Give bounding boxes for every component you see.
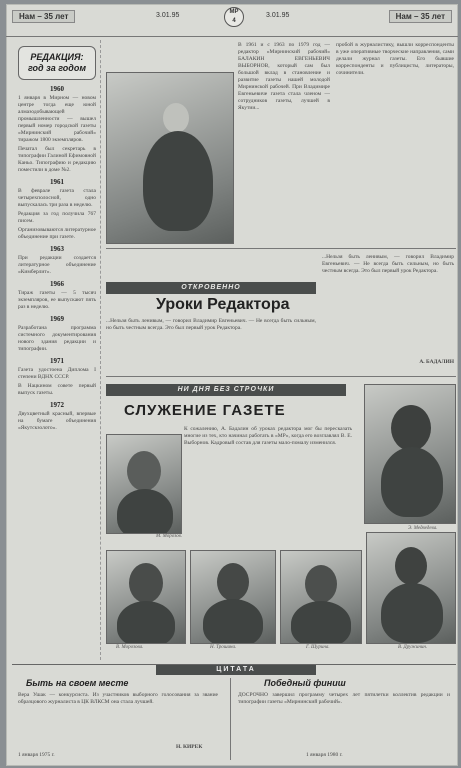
- chronology-entry: Редакция за год получила 767 писем.: [18, 211, 96, 224]
- portrait-photo: [106, 434, 182, 534]
- newspaper-logo-icon: [224, 7, 244, 27]
- chronology-entry: В Нацкином совете первый выпуск газеты.: [18, 383, 96, 396]
- portrait-head-shape: [217, 563, 249, 601]
- portrait-head-shape: [129, 563, 163, 603]
- chronology-entry: Газета удостоена Диплома I степени ВДНХ СССР.: [18, 367, 96, 380]
- chronology-entry: 1 января в Мирном — новом центре тогда еще юной алмазодобывающей промышленности — вышел первый номер городской газеты «Мирнинский рабочий» тиражом 1800 экземпляров.: [18, 95, 96, 143]
- citata-left-title: Быть на своем месте: [26, 678, 129, 688]
- editor-photo: [106, 72, 234, 244]
- chronology-column: [12, 40, 101, 660]
- portrait-photo: [280, 550, 362, 644]
- portrait-head-shape: [391, 405, 431, 451]
- chronology-entry: В феврале газета стала четырехполосной, одно выпускалась три раза в неделю.: [18, 188, 96, 208]
- photo-caption: В. Морозова.: [116, 645, 144, 650]
- portrait-body-shape: [117, 489, 173, 534]
- year-label: 1960: [50, 85, 64, 93]
- date-left: 3.01.95: [156, 12, 180, 19]
- chronology-entry: Двухцветный красный, впервые на бумаге объединения «Якутскзолото».: [18, 411, 96, 431]
- photo-caption: Г. Шурина.: [306, 645, 330, 650]
- portrait-body-shape: [117, 601, 175, 644]
- year-label: 1961: [50, 178, 64, 186]
- photo-caption: Н. Трошина.: [210, 645, 237, 650]
- citata-band: ЦИТАТА: [156, 665, 316, 675]
- editor-body-shape: [143, 131, 213, 231]
- portrait-photo: [364, 384, 456, 524]
- uroki-headline: Уроки Редактора: [156, 296, 290, 313]
- rubric-title-1: РЕДАКЦИЯ:: [30, 52, 84, 62]
- uroki-author: А. БАДАЛИН: [419, 359, 454, 365]
- rubric-title-2: год за годом: [27, 63, 87, 73]
- portrait-body-shape: [381, 447, 443, 517]
- newspaper-page: [6, 4, 458, 766]
- uroki-band: ОТКРОВЕННО: [106, 282, 316, 294]
- chronology-entry: Организовываются литературное объединение при газете.: [18, 227, 96, 240]
- logo-top-text: МР: [229, 9, 239, 15]
- uroki-body: ...Нельзя быть ленивым, — говорил Владимир Евгеньевич. — Не всегда быть сильным, но быть честным всегда. Это был первый урок Редактора.: [106, 318, 316, 331]
- portrait-head-shape: [127, 451, 161, 491]
- uroki-side-text: ...Нельзя быть ленивым, — говорил Владимир Евгеньевич. — Не всегда быть сильным, но быть честным всегда. Это был первый урок Редактора.: [322, 254, 454, 274]
- chronology-entry: Разработана программа системного документирования нового здания редакции и типографии.: [18, 325, 96, 352]
- portrait-photo: [106, 550, 186, 644]
- year-label: 1969: [50, 315, 64, 323]
- photo-caption: В. Дружинин.: [398, 645, 428, 650]
- chronology-entry: При редакции создается литературное объединение «Кимберлит».: [18, 255, 96, 275]
- photo-caption: Э. Медведева.: [408, 526, 438, 531]
- chronology-list: [12, 86, 100, 432]
- citata-left-body: Вера Ушак — конкурсиста. Из участников выборного голосования за звание образцового журналиста в ЦК ВЛКСМ она стала лучшей.: [18, 692, 218, 705]
- divider: [230, 678, 231, 760]
- runner-right: Нам – 35 лет: [389, 10, 452, 23]
- citata-left-sign: Н. КИРЕК: [176, 744, 203, 750]
- divider: [106, 376, 456, 377]
- year-label: 1966: [50, 280, 64, 288]
- chronology-rubric: [18, 46, 96, 80]
- divider: [106, 248, 456, 249]
- photo-caption: М. Морозов.: [156, 534, 182, 539]
- date-right: 3.01.95: [266, 12, 290, 19]
- portrait-head-shape: [305, 565, 337, 603]
- top-article-col3: пробой в журналистику, вышли корреспонденты в уже оперативные творческие направления, сами делали журнал газеты. Его бывшие корреспонденты и публицисты, литераторы, сочинители.: [336, 42, 454, 76]
- chronology-entry: Печатал был секретарь в типографии Галиной Ефимовной Каньо. Типографию и редакцию поместили в доме №2.: [18, 146, 96, 173]
- citata-right-body: ДОСРОЧНО завершил программу четырех лет пятилетки коллектив редакции и типографии газеты «Мирнинский рабочий».: [238, 692, 450, 705]
- service-body: К сожалению, А. Бадалин об уроках редактора мог бы пересказать многие из тех, кто начинал работать в «МР», когда его возглавлял В. Е. Выборнов. Кадровый состав для газеты мало-помалу изменился.: [184, 426, 352, 446]
- year-label: 1963: [50, 245, 64, 253]
- portrait-photo: [366, 532, 456, 644]
- logo-num-text: 4: [232, 18, 236, 24]
- citata-left-date: 1 января 1975 г.: [18, 752, 55, 758]
- year-label: 1972: [50, 401, 64, 409]
- chronology-entry: Тираж газеты — 5 тысяч экземпляров, ее выпускают пять раз в неделю.: [18, 290, 96, 310]
- year-label: 1971: [50, 357, 64, 365]
- portrait-body-shape: [291, 601, 351, 644]
- masthead-logo: [184, 7, 284, 31]
- page-header: [6, 4, 458, 37]
- service-band: НИ ДНЯ БЕЗ СТРОЧКИ: [106, 384, 346, 396]
- editor-head-shape: [163, 103, 189, 133]
- citata-right-date: 1 января 1980 г.: [306, 752, 343, 758]
- top-article-col2: В 1961 и с 1963 по 1979 год — редактор «Мирнинский рабочий» БАЛАКИН ЕВГЕНЬЕВИЧ ВЫБОРНОВ, который сам был большой вклад в становление и развитие газеты нашей молодой Мирнинской рабочей. При Владимире Евгеньевиче газета стала членом — сотрудников газеты, лучшей в Якутии...: [238, 42, 330, 111]
- runner-left: Нам – 35 лет: [12, 10, 75, 23]
- portrait-body-shape: [203, 599, 263, 644]
- portrait-photo: [190, 550, 276, 644]
- portrait-head-shape: [395, 547, 427, 585]
- service-headline: СЛУЖЕНИЕ ГАЗЕТЕ: [124, 402, 286, 419]
- citata-right-title: Победный финиш: [264, 678, 346, 688]
- portrait-body-shape: [381, 583, 443, 643]
